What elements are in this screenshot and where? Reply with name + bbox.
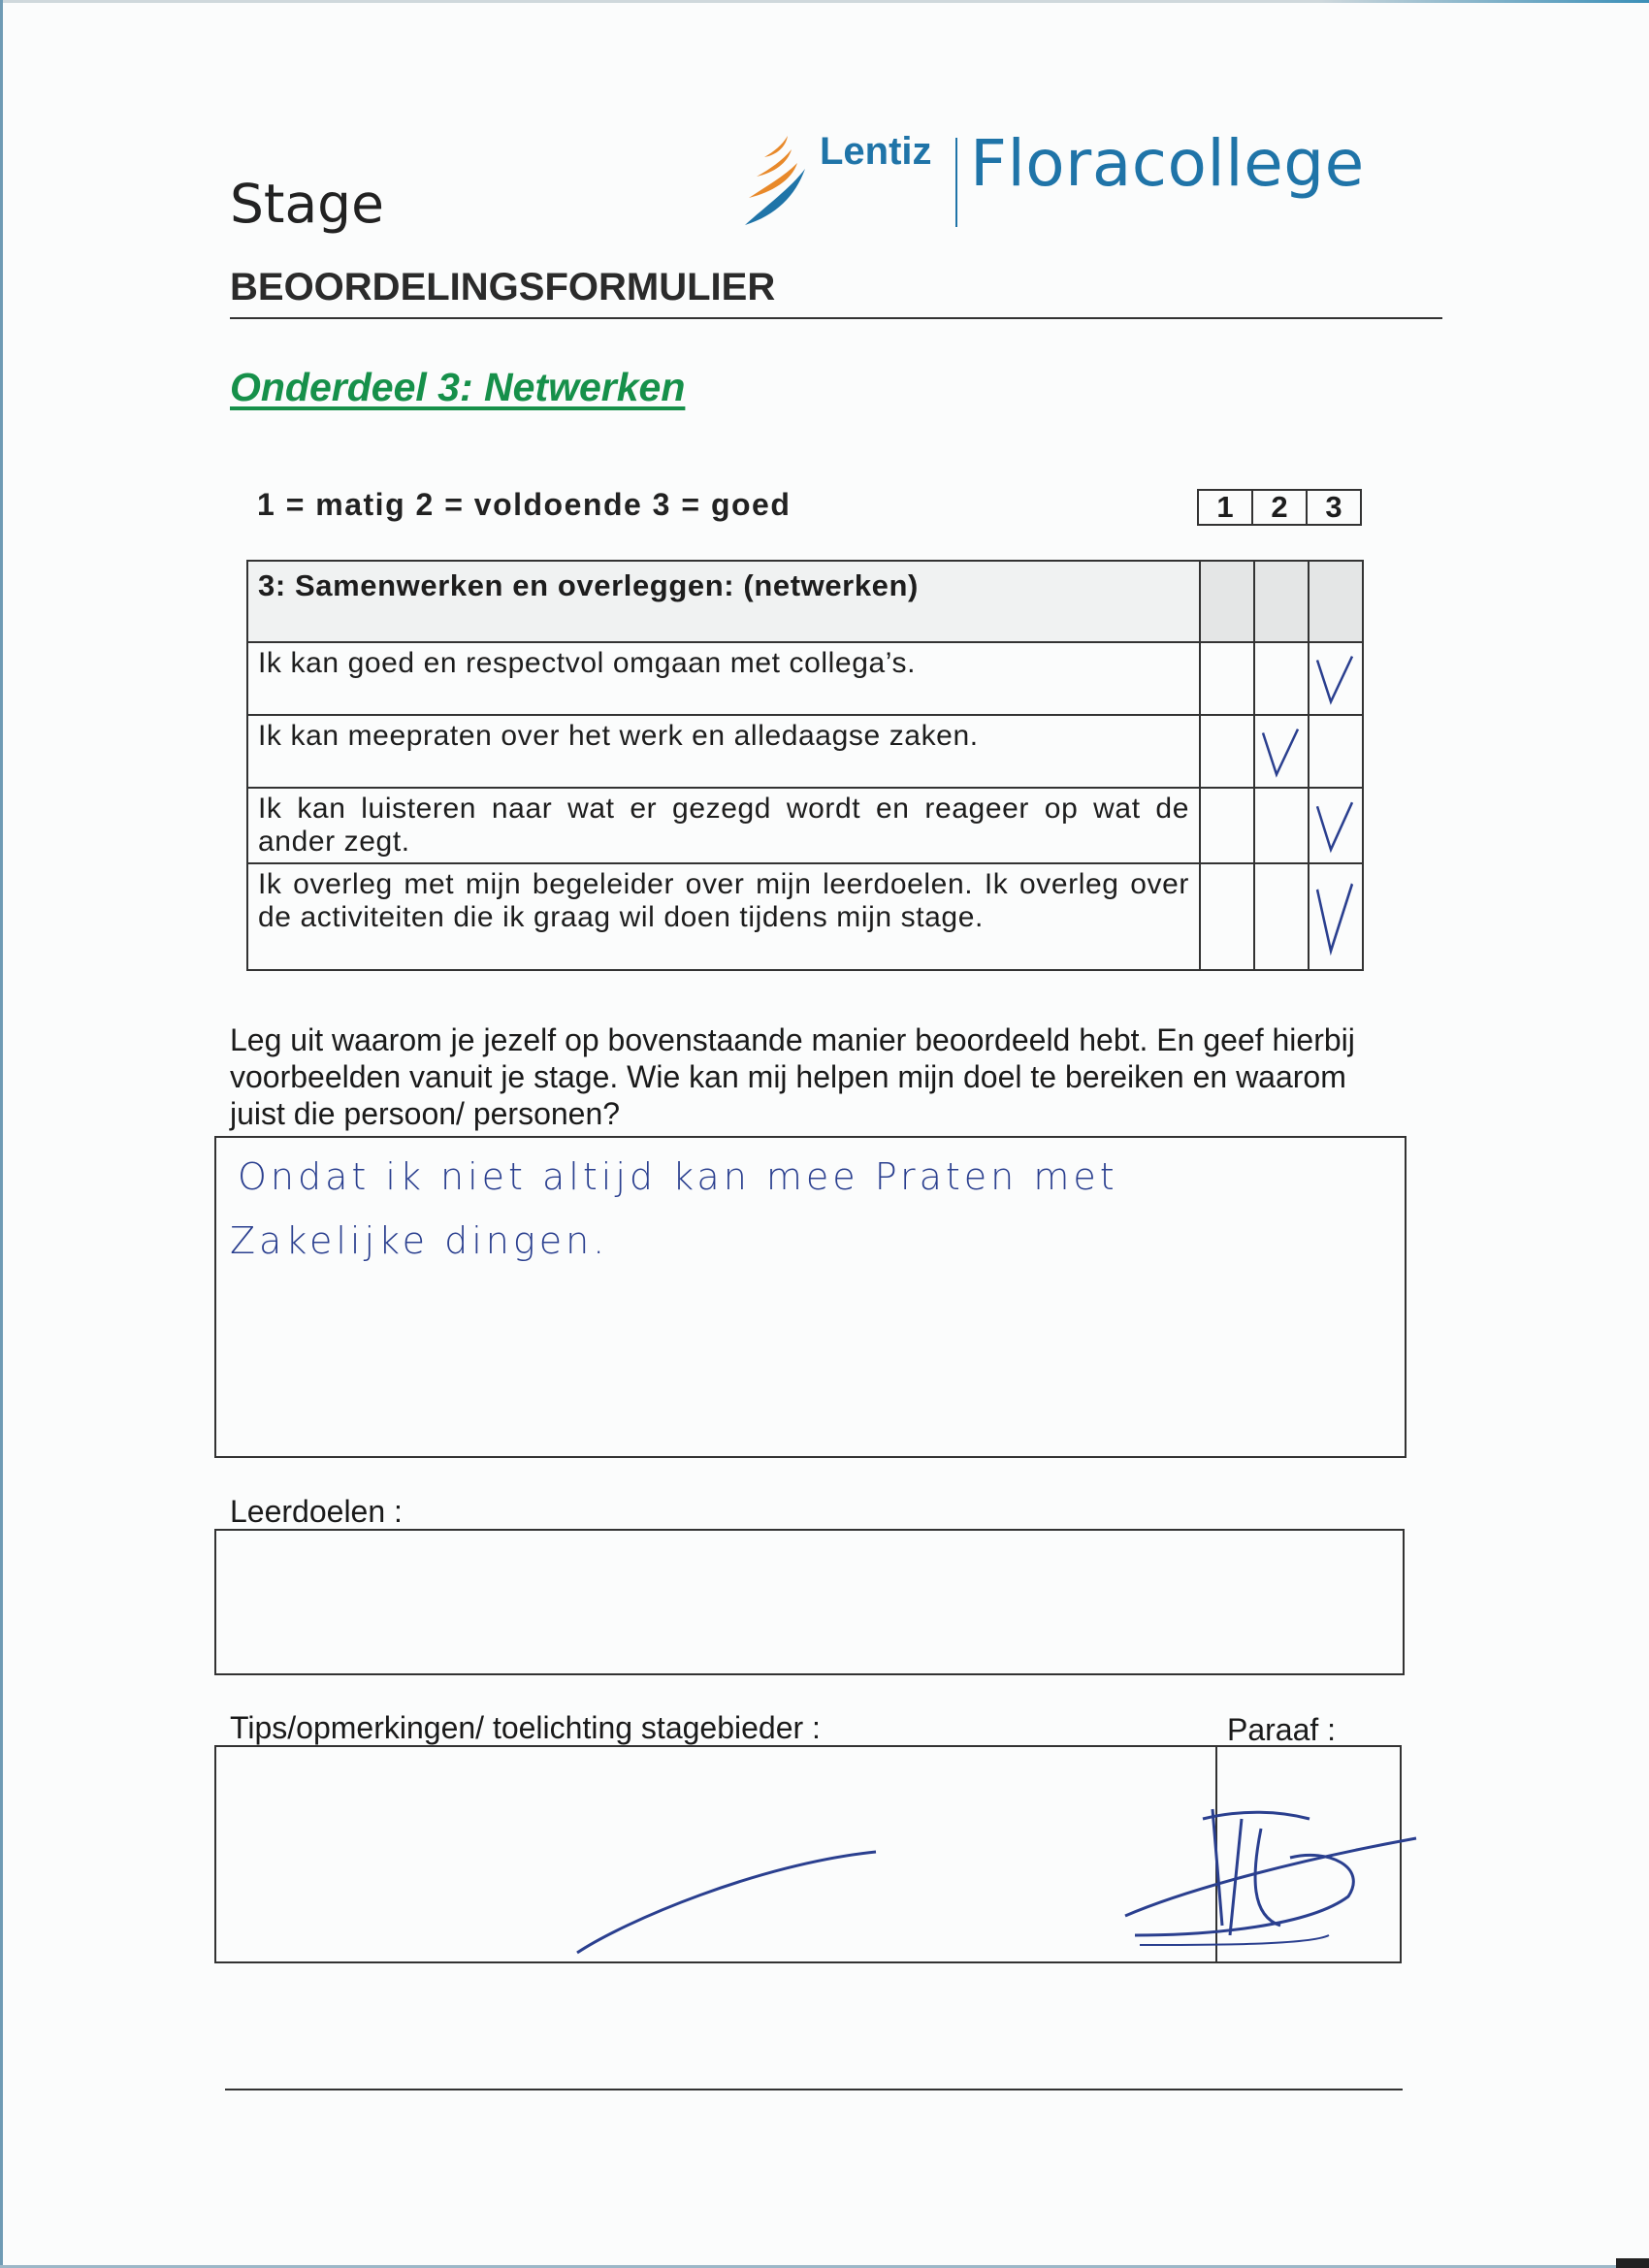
footer-rule xyxy=(225,2089,1403,2090)
score-cell-1[interactable] xyxy=(1200,715,1254,788)
row-statement: Ik overleg met mijn begeleider over mijn leerdoelen. Ik overleg over de activiteiten die ik graag wil doen tijdens mijn stage. xyxy=(247,863,1200,970)
score-cell-3[interactable] xyxy=(1309,788,1363,863)
row-statement: Ik kan luisteren naar wat er gezegd wordt en reageer op wat de ander zegt. xyxy=(247,788,1200,863)
table-header-row xyxy=(247,561,1363,642)
table-header-text: 3: Samenwerken en overleggen: (netwerken) xyxy=(247,561,1200,642)
scale-column-1: 1 xyxy=(1199,491,1253,524)
explanation-prompt: Leg uit waarom je jezelf op bovenstaande manier beoordeeld hebt. En geef hierbij voorbeelden vanuit je stage. Wie kan mij helpen mijn doel te bereiken en waarom juist die persoon/ personen? xyxy=(230,1022,1355,1131)
scale-column-3: 3 xyxy=(1325,490,1342,524)
tips-label: Tips/opmerkingen/ toelichting stagebieder : xyxy=(230,1710,821,1745)
score-cell-2[interactable] xyxy=(1254,715,1309,788)
assessment-table xyxy=(246,560,1364,971)
row-statement: Ik kan goed en respectvol omgaan met collega’s. xyxy=(247,642,1200,715)
stage-label: Stage xyxy=(230,173,384,235)
lentiz-floracollege-logo xyxy=(737,124,1365,231)
logo-brand: Lentiz xyxy=(820,130,932,173)
table-row xyxy=(247,863,1363,970)
table-row xyxy=(247,788,1363,863)
score-cell-3[interactable] xyxy=(1309,715,1363,788)
scan-left-edge xyxy=(0,0,3,2268)
header-cell-3 xyxy=(1309,561,1363,642)
form-title: BEOORDELINGSFORMULIER xyxy=(230,266,776,308)
scan-corner-mark xyxy=(1616,2258,1649,2268)
handwritten-answer-line-1: Ondat ik niet altijd kan mee Praten met xyxy=(238,1155,1118,1198)
leerdoelen-box[interactable] xyxy=(214,1529,1405,1675)
scan-top-edge xyxy=(0,0,1649,3)
explanation-box[interactable] xyxy=(214,1136,1406,1458)
check-mark-stroke xyxy=(1317,657,1352,702)
table-row xyxy=(247,642,1363,715)
header-rule xyxy=(230,317,1442,319)
check-mark-icon xyxy=(1310,643,1362,714)
score-cell-2[interactable] xyxy=(1254,788,1309,863)
check-mark-stroke xyxy=(1317,802,1352,850)
score-cell-1[interactable] xyxy=(1200,863,1254,970)
scale-column-2: 2 xyxy=(1253,491,1308,524)
leerdoelen-label: Leerdoelen : xyxy=(230,1494,403,1529)
flame-logo-icon xyxy=(737,128,824,235)
table-row xyxy=(247,715,1363,788)
check-mark-icon xyxy=(1310,864,1362,969)
score-cell-1[interactable] xyxy=(1200,788,1254,863)
score-cell-1[interactable] xyxy=(1200,642,1254,715)
handwritten-answer-line-2: Zakelijke dingen. xyxy=(230,1219,609,1262)
paraaf-label: Paraaf : xyxy=(1227,1712,1337,1747)
check-mark-stroke xyxy=(1263,729,1298,775)
paraaf-signature-icon xyxy=(1116,1790,1426,1964)
check-mark-icon xyxy=(1255,716,1308,787)
header-cell-2 xyxy=(1254,561,1309,642)
logo-name: Floracollege xyxy=(970,126,1365,201)
section-title: Onderdeel 3: Netwerken xyxy=(230,365,686,409)
header-cell-1 xyxy=(1200,561,1254,642)
score-cell-2[interactable] xyxy=(1254,863,1309,970)
pen-stroke-mark xyxy=(216,1747,895,1961)
scale-legend: 1 = matig 2 = voldoende 3 = goed xyxy=(257,487,792,522)
score-cell-2[interactable] xyxy=(1254,642,1309,715)
score-cell-3[interactable] xyxy=(1309,863,1363,970)
score-cell-3[interactable] xyxy=(1309,642,1363,715)
check-mark-stroke xyxy=(1317,884,1352,951)
row-statement: Ik kan meepraten over het werk en alledaagse zaken. xyxy=(247,715,1200,788)
scale-column-header xyxy=(1197,489,1362,526)
logo-divider xyxy=(955,138,957,227)
check-mark-icon xyxy=(1310,789,1362,862)
